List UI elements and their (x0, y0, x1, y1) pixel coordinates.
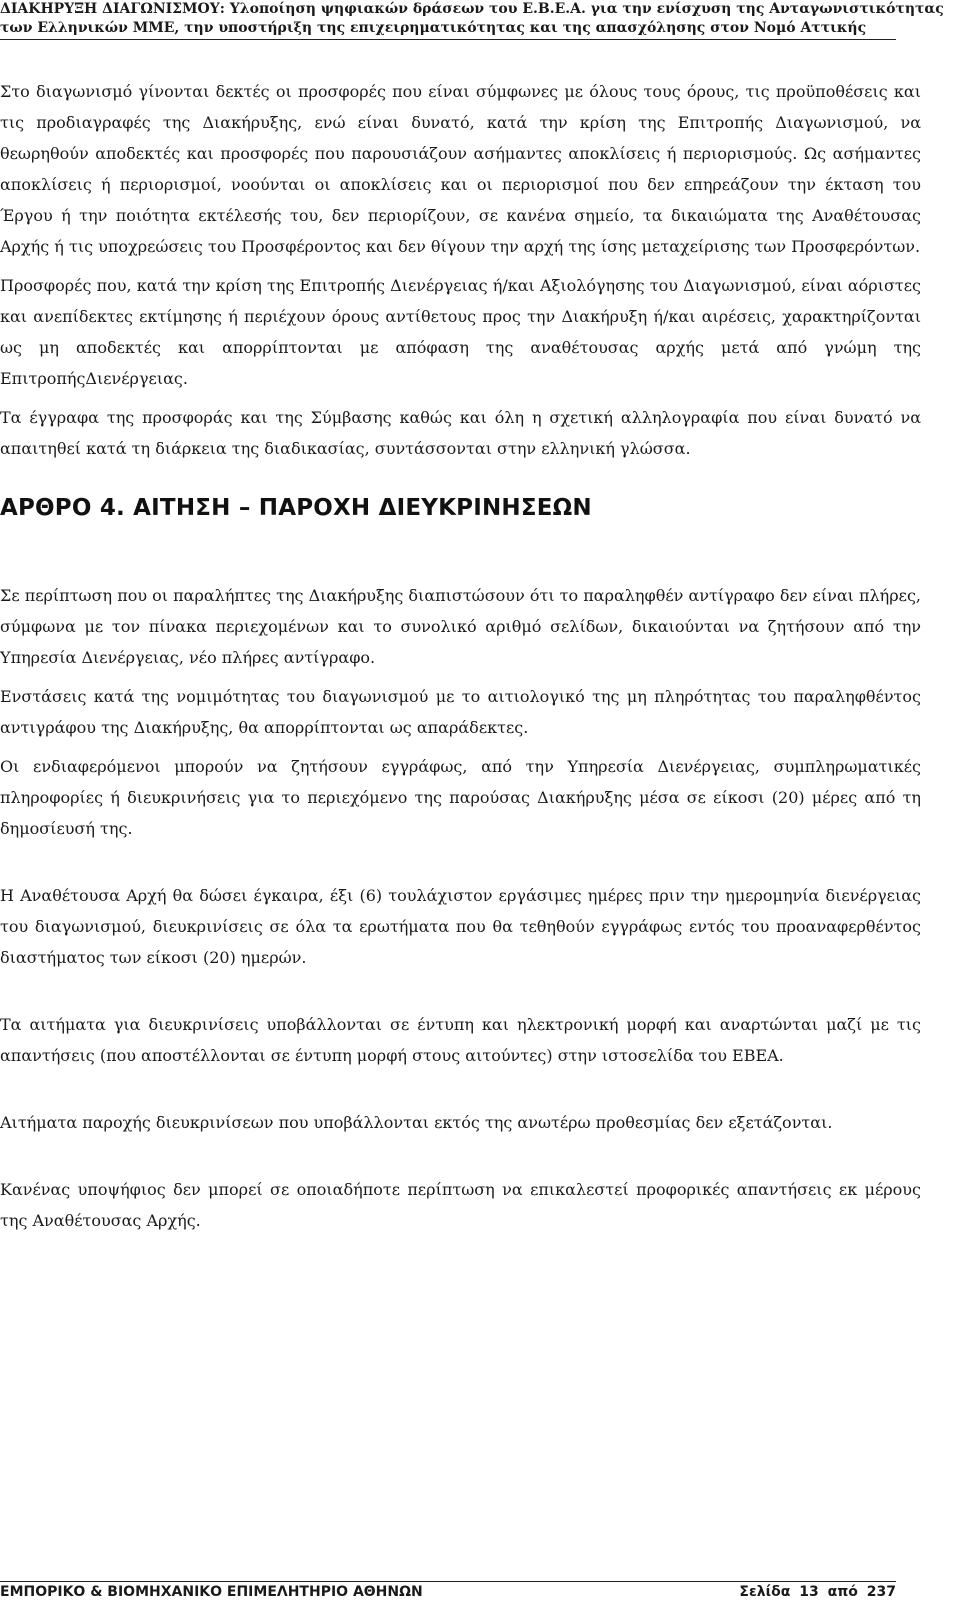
footer-organization: ΕΜΠΟΡΙΚΟ & ΒΙΟΜΗΧΑΝΙΚΟ ΕΠΙΜΕΛΗΤΗΡΙΟ ΑΘΗΝΩΝ (0, 1584, 423, 1600)
paragraph: Στο διαγωνισμό γίνονται δεκτές οι προσφορές που είναι σύμφωνες με όλους τους όρους, τις προϋποθέσεις και τις προδιαγραφές της Διακήρυξης, ενώ είναι δυνατό, κατά την κρίση της Επιτροπής Διαγωνισμού, να θεωρηθούν αποδεκτές και προσφορές που παρουσιάζουν ασήμαντες αποκλίσεις ή περιορισμούς. Ως ασήμαντες αποκλίσεις ή περιορισμοί, νοούνται οι αποκλίσεις και οι περιορισμοί που δεν επηρεάζουν την έκταση του Έργου ή την ποιότητα εκτέλεσής του, δεν περιορίζουν, σε κανένα σημείο, τα δικαιώματα της Αναθέτουσας Αρχής ή τις υποχρεώσεις του Προσφέροντος και δεν θίγουν την αρχή της ίσης μεταχείρισης των Προσφερόντων. (0, 82, 921, 256)
paragraph: Αιτήματα παροχής διευκρινίσεων που υποβάλλονται εκτός της ανωτέρω προθεσμίας δεν εξετάζονται. (0, 1113, 833, 1132)
page-of-label: από (827, 1584, 858, 1600)
article-heading: ΑΡΘΡΟ 4. ΑΙΤΗΣΗ – ΠΑΡΟΧΗ ΔΙΕΥΚΡΙΝΗΣΕΩΝ (0, 495, 592, 521)
paragraph: Ενστάσεις κατά της νομιμότητας του διαγωνισμού με το αιτιολογικό της μη πληρότητας του παραληφθέντος αντιγράφου της Διακήρυξης, θα απορρίπτονται ως απαράδεκτες. (0, 687, 921, 737)
document-body (0, 76, 921, 1244)
page-header (0, 0, 944, 40)
paragraph: Τα έγγραφα της προσφοράς και της Σύμβασης καθώς και όλη η σχετική αλληλογραφία που είναι δυνατό να απαιτηθεί κατά τη διάρκεια της διαδικασίας, συντάσσονται στην ελληνική γλώσσα. (0, 408, 921, 458)
paragraph: Η Αναθέτουσα Αρχή θα δώσει έγκαιρα, έξι (6) τουλάχιστον εργάσιμες ημέρες πριν την ημερομηνία διενέργειας του διαγωνισμού, διευκρινίσεις σε όλα τα ερωτήματα που θα τεθηθούν εγγράφως εντός του προαναφερθέντος διαστήματος των είκοσι (20) ημερών. (0, 886, 921, 967)
page-total: 237 (866, 1584, 896, 1600)
page-label: Σελίδα (739, 1584, 791, 1600)
paragraph: Σε περίπτωση που οι παραλήπτες της Διακήρυξης διαπιστώσουν ότι το παραληφθέν αντίγραφο δεν είναι πλήρες, σύμφωνα με τον πίνακα περιεχομένων και το συνολικό αριθμό σελίδων, δικαιούνται να ζητήσουν από την Υπηρεσία Διενέργειας, νέο πλήρες αντίγραφο. (0, 586, 921, 667)
page-footer (0, 1581, 896, 1602)
header-title-line-1: ΔΙΑΚΗΡΥΞΗ ΔΙΑΓΩΝΙΣΜΟΥ: Υλοποίηση ψηφιακών δράσεων του Ε.Β.Ε.Α. για την ενίσχυση της Ανταγωνιστικότητας (0, 1, 944, 17)
paragraph: Προσφορές που, κατά την κρίση της Επιτροπής Διενέργειας ή/και Αξιολόγησης του Διαγωνισμού, είναι αόριστες και ανεπίδεκτες εκτίμησης ή περιέχουν όρους αντίθετους προς την Διακήρυξη ή/και αιρέσεις, χαρακτηρίζονται ως μη αποδεκτές και απορρίπτονται με απόφαση της αναθέτουσας αρχής μετά από γνώμη της ΕπιτροπήςΔιενέργειας. (0, 276, 921, 388)
page-number: 13 (799, 1584, 819, 1600)
paragraph: Κανένας υποψήφιος δεν μπορεί σε οποιαδήποτε περίπτωση να επικαλεστεί προφορικές απαντήσεις εκ μέρους της Αναθέτουσας Αρχής. (0, 1180, 921, 1230)
page-indicator (735, 1582, 896, 1602)
paragraph: Τα αιτήματα για διευκρινίσεις υποβάλλονται σε έντυπη και ηλεκτρονική μορφή και αναρτώνται μαζί με τις απαντήσεις (που αποστέλλονται σε έντυπη μορφή στους αιτούντες) στην ιστοσελίδα του ΕΒΕΑ. (0, 1015, 921, 1065)
paragraph: Οι ενδιαφερόμενοι μπορούν να ζητήσουν εγγράφως, από την Υπηρεσία Διενέργειας, συμπληρωματικές πληροφορίες ή διευκρινήσεις για το περιεχόμενο της παρούσας Διακήρυξης μέσα σε είκοσι (20) μέρες από τη δημοσίευσή της. (0, 757, 921, 838)
header-title-line-2: των Ελληνικών ΜΜΕ, την υποστήριξη της επιχειρηματικότητας και της απασχόλησης στον Νομό Αττικής (0, 20, 867, 36)
